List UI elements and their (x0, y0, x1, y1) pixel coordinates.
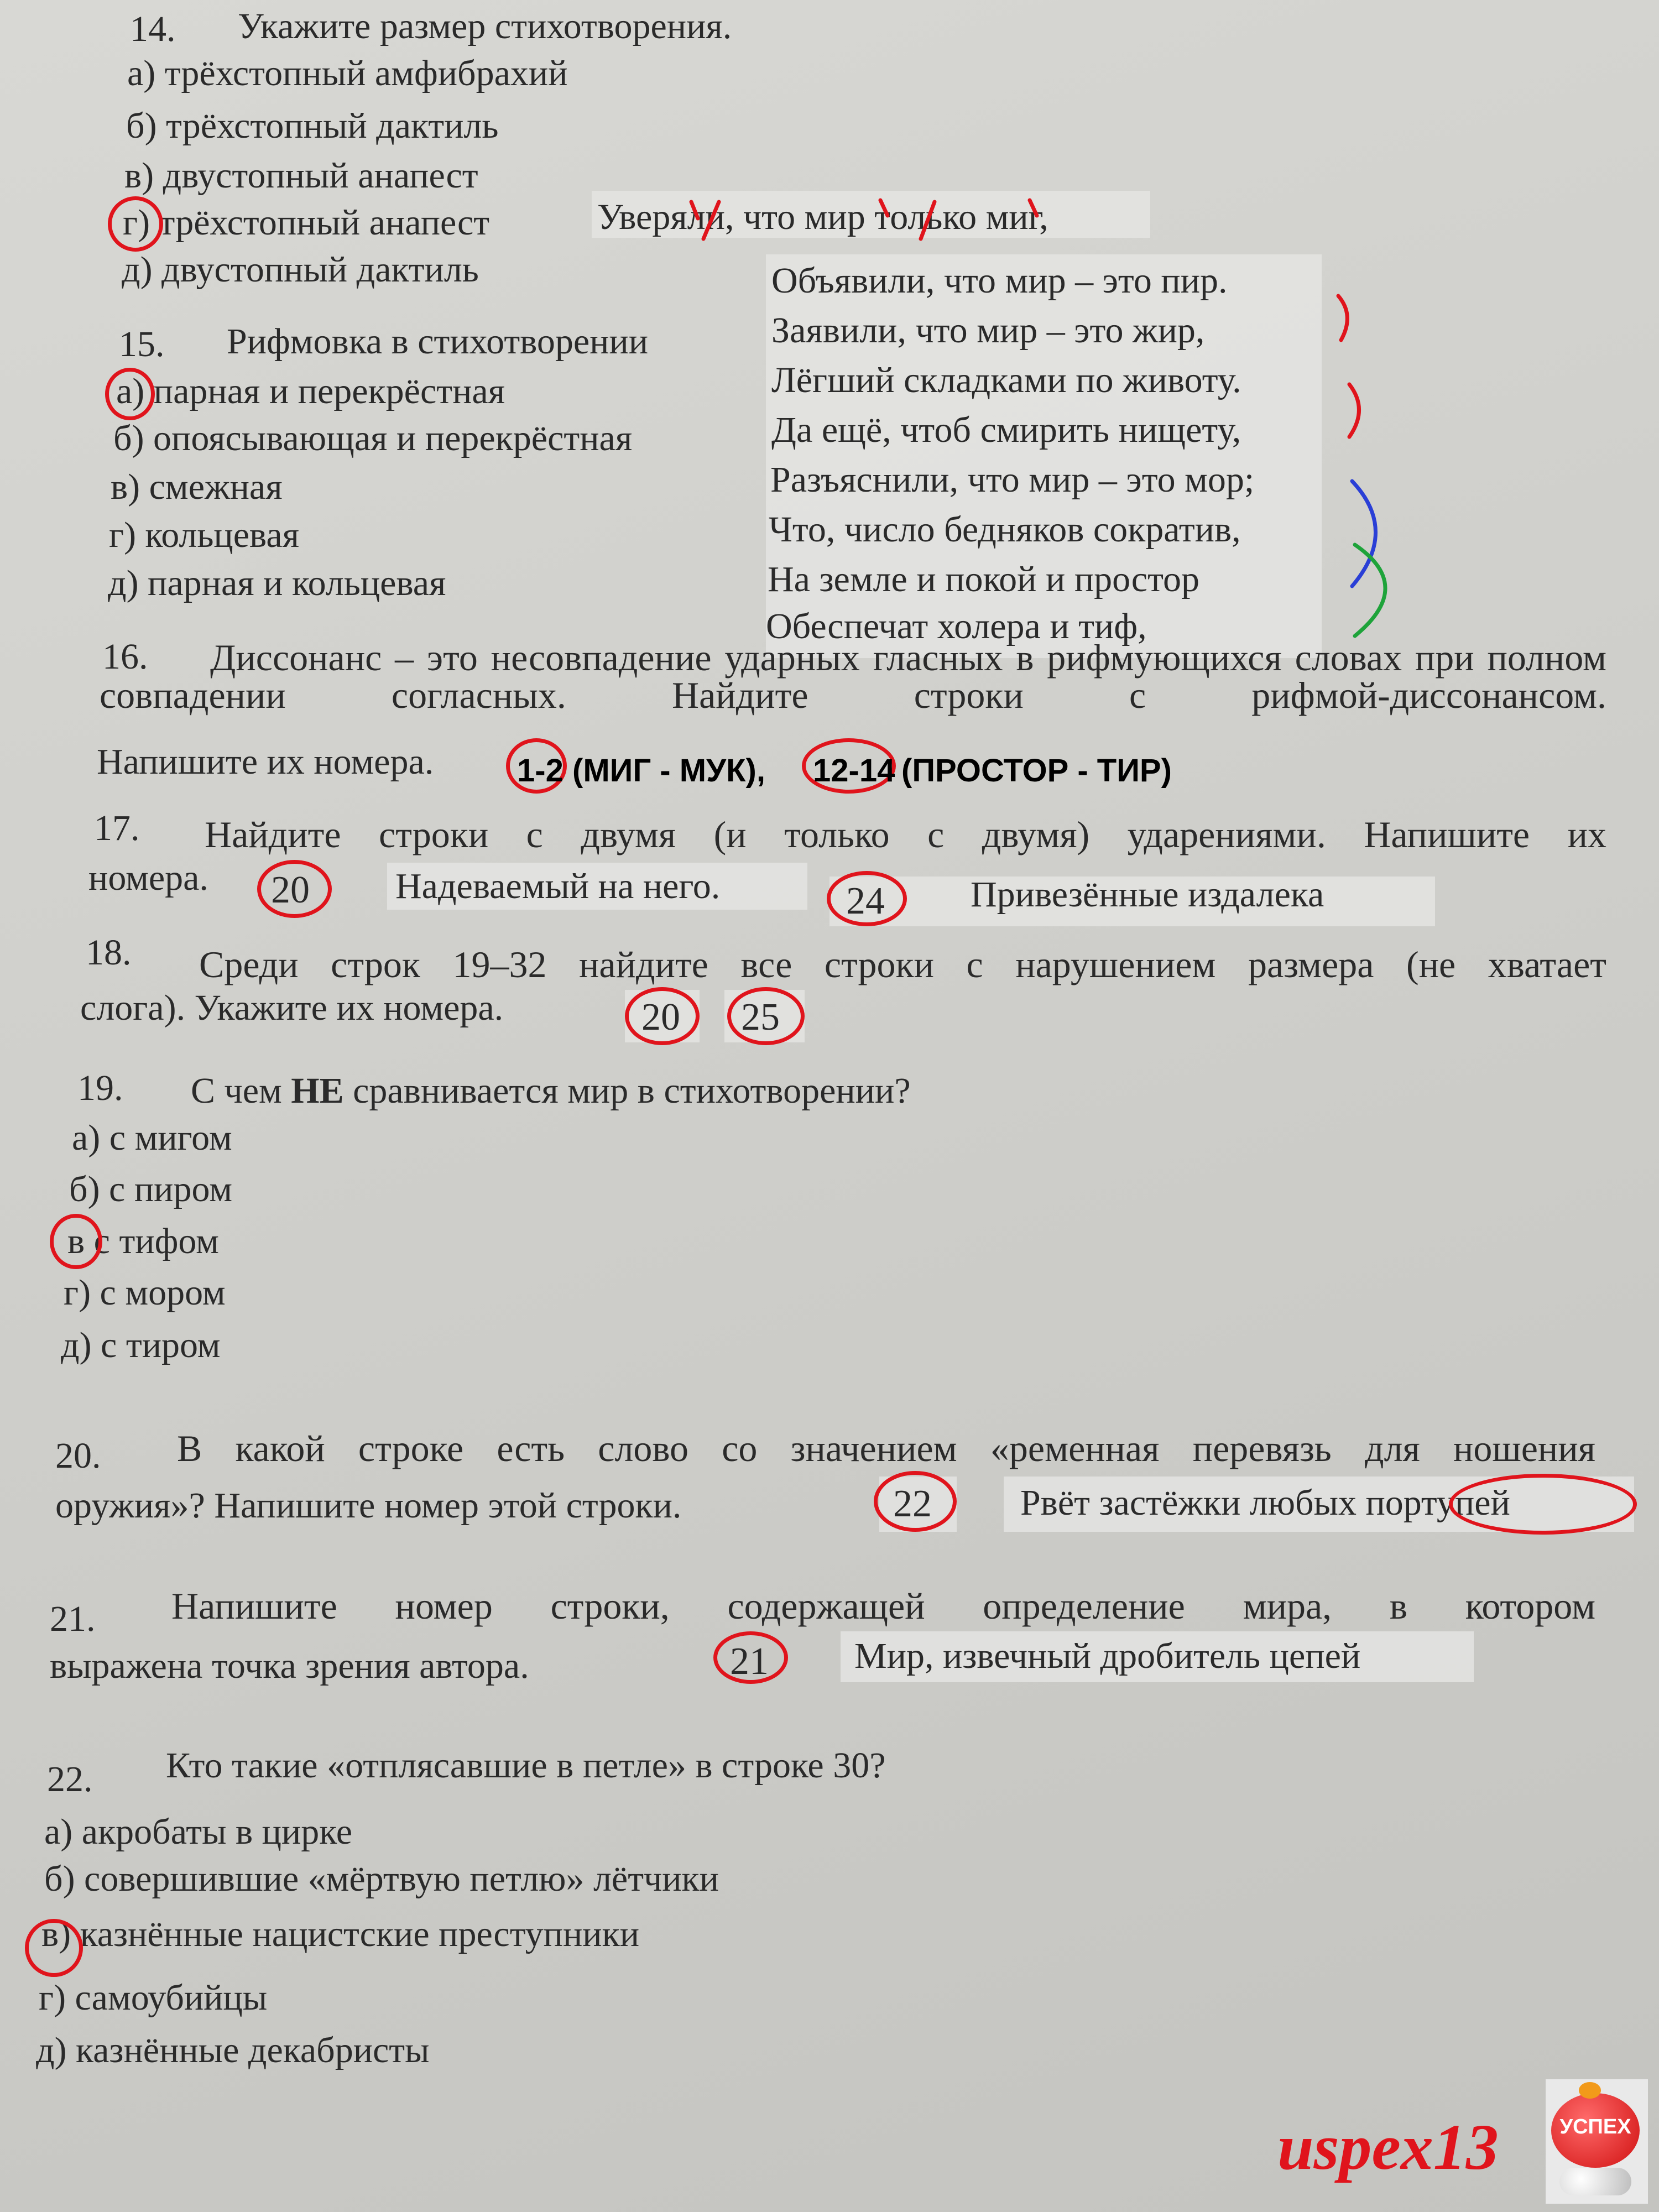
q16-answer2-words: (ПРОСТОР - ТИР) (901, 753, 1172, 789)
poem-line: Что, число бедняков сократив, (769, 509, 1241, 550)
q20-answer: 22 (893, 1483, 932, 1525)
q18-answer1: 20 (641, 996, 680, 1039)
q21-answer: 21 (730, 1640, 769, 1683)
q15-option-c: в) смежная (111, 467, 283, 507)
q22-option-a: а) акробаты в цирке (44, 1812, 353, 1852)
pen-marks (0, 0, 1659, 719)
q14-option-d: г) трёхстопный анапест (123, 202, 490, 243)
q15-option-d: г) кольцевая (109, 515, 299, 555)
logo-orange-icon (1579, 2082, 1601, 2099)
q16-answer1-words: (МИГ - МУК), (572, 753, 765, 789)
q14-option-a: а) трёхстопный амфибрахий (127, 53, 568, 93)
q16-number: 16. (102, 637, 148, 677)
q19-question-a: С чем (191, 1071, 282, 1111)
q19-question-b: сравнивается мир в стихотворении? (353, 1071, 911, 1111)
poem-line: Разъяснили, что мир – это мор; (770, 460, 1255, 500)
watermark-logo (1546, 2079, 1648, 2204)
q20-number: 20. (55, 1436, 101, 1476)
q19-option-e: д) с тиром (61, 1325, 221, 1365)
q18-answer2: 25 (741, 996, 780, 1039)
logo-balls-icon (1559, 2168, 1631, 2195)
q15-option-a: а) парная и перекрёстная (116, 371, 505, 411)
q15-question: Рифмовка в стихотворении (227, 321, 649, 362)
q19-answer-circle (50, 1214, 102, 1269)
q22-option-d: г) самоубийцы (39, 1978, 268, 2018)
q17-answer1: 20 (271, 869, 310, 911)
q18-question-tail: слога). Укажите их номера. (80, 988, 504, 1028)
q22-option-b: б) совершившие «мёртвую петлю» лётчики (44, 1859, 719, 1899)
q21-number: 21. (50, 1599, 96, 1639)
q17-number: 17. (94, 808, 140, 848)
q19-option-a: а) с мигом (72, 1118, 232, 1158)
q17-line2: Привезённые издалека (971, 874, 1324, 915)
q16-question: Диссонанс – это несовпадение ударных гласных в рифмующихся словах при полном совпадении согласных. Найдите строки с рифмой-диссонансом. (100, 637, 1606, 716)
q15-option-b: б) опоясывающая и перекрёстная (113, 418, 633, 458)
q17-question-tail: номера. (88, 858, 208, 898)
q19-option-c: в с тифом (67, 1221, 219, 1261)
q22-option-c: в) казнённые нацистские преступники (41, 1914, 640, 1954)
q21-line: Мир, извечный дробитель цепей (854, 1636, 1361, 1676)
q15-number: 15. (119, 324, 165, 364)
q17-line1: Надеваемый на него. (395, 866, 721, 906)
q14-option-b: б) трёхстопный дактиль (126, 106, 499, 146)
poem-line: Заявили, что мир – это жир, (771, 310, 1205, 351)
q18-number: 18. (86, 932, 132, 973)
q16-answer1: 1-2 (517, 753, 564, 789)
poem-line: Обеспечат холера и тиф, (766, 606, 1147, 646)
q19-option-d: г) с мором (64, 1272, 226, 1313)
q20-question-tail: оружия»? Напишите номер этой строки. (55, 1485, 682, 1526)
q16-answer2: 12-14 (813, 753, 895, 789)
watermark-text: uspex13 (1277, 2111, 1499, 2183)
poem-line: На земле и покой и простор (768, 559, 1200, 599)
q14-number: 14. (130, 9, 176, 49)
q17-answer2: 24 (846, 880, 885, 922)
q20-line: Рвёт застёжки любых портупей (1020, 1483, 1510, 1523)
q20-word-circle (1449, 1474, 1637, 1535)
q18-question: Среди строк 19–32 найдите все строки с нарушением размера (не хватает (199, 943, 1606, 985)
q22-option-e: д) казнённые декабристы (36, 2030, 430, 2070)
q14-option-c: в) двустопный анапест (124, 155, 478, 196)
q20-question: В какой строке есть слово со значением «ременная перевязь для ношения (177, 1427, 1595, 1469)
q17-question: Найдите строки с двумя (и только с двумя) ударениями. Напишите их (205, 813, 1606, 855)
q19-question-bold: НЕ (291, 1071, 344, 1111)
poem-line: Объявили, что мир – это пир. (771, 260, 1228, 301)
q14-question: Укажите размер стихотворения. (238, 6, 732, 46)
q22-number: 22. (47, 1759, 93, 1799)
q14-option-e: д) двустопный дактиль (122, 249, 479, 290)
q16-question-tail: Напишите их номера. (97, 742, 434, 782)
poem-line: Лёгший складками по животу. (771, 360, 1241, 400)
q19-number: 19. (77, 1068, 123, 1108)
q21-question: Напишите номер строки, содержащей определение мира, в котором (171, 1585, 1595, 1627)
q22-question: Кто такие «отплясавшие в петле» в строке 30? (166, 1745, 886, 1786)
q21-question-tail: выражена точка зрения автора. (50, 1646, 529, 1686)
q19-question (191, 1073, 911, 1109)
poem-line: Уверяли, что мир только миг, (597, 197, 1048, 237)
q15-option-e: д) парная и кольцевая (108, 563, 446, 603)
logo-label: УСПЕХ (1559, 2115, 1631, 2138)
q22-answer-circle (25, 1919, 83, 1977)
poem-line: Да ещё, чтоб смирить нищету, (771, 410, 1241, 450)
q19-option-b: б) с пиром (69, 1169, 233, 1209)
